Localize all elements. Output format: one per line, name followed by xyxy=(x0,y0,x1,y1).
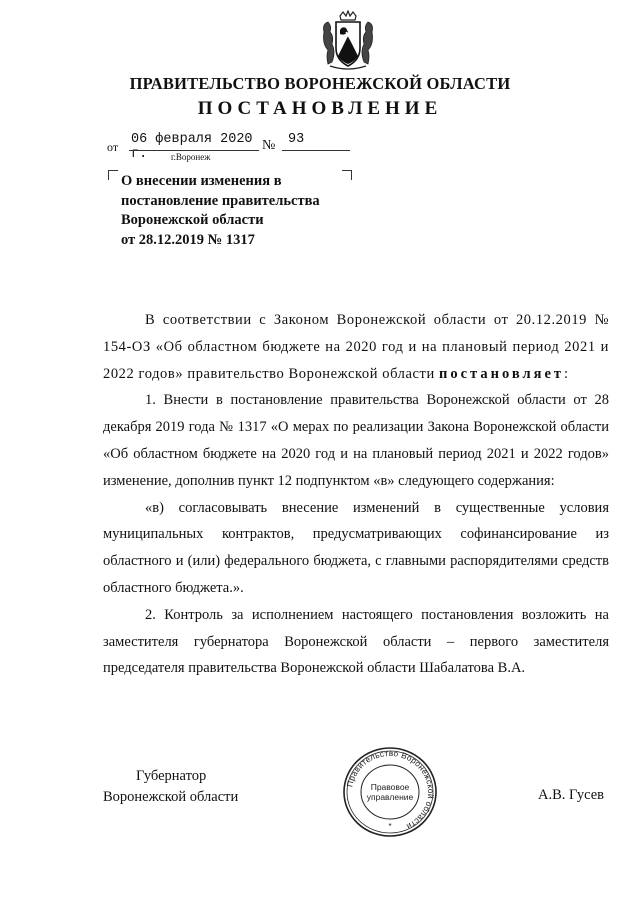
body-intro-paragraph xyxy=(103,307,609,387)
subject-line: от 28.12.2019 № 1317 xyxy=(121,231,255,248)
signatory-position-line-2: Воронежской области xyxy=(103,789,239,805)
number-underline xyxy=(282,150,350,151)
signatory-position-line-1: Губернатор xyxy=(136,768,207,784)
signatory-position xyxy=(103,766,238,808)
city-label: г.Воронеж xyxy=(171,152,211,162)
intro-colon: : xyxy=(564,365,569,382)
signatory-name: А.В. Гусев xyxy=(538,787,604,803)
coat-of-arms-icon xyxy=(318,10,378,72)
body-item-1: 1. Внести в постановление правительства Воронежской области от 28 декабря 2019 года № 1317 «О мерах по реализации Закона Воронежской области «Об областном бюджете на 2020 год и на плановый период 2021 и 2022 годов» изменение, дополнив пункт 12 подпунктом «в» следующего содержания: xyxy=(103,392,609,489)
document-body xyxy=(103,307,609,682)
number-label: № xyxy=(262,138,276,153)
document-type: ПОСТАНОВЛЕНИЕ xyxy=(197,98,443,119)
government-title: ПРАВИТЕЛЬСТВО ВОРОНЕЖСКОЙ ОБЛАСТИ xyxy=(129,74,511,93)
document-date: 06 февраля 2020 г. xyxy=(131,132,253,162)
official-stamp-icon xyxy=(342,746,438,838)
subject-bracket-right xyxy=(342,170,352,180)
seal-outer-text: Правительство Воронежской области xyxy=(345,748,436,832)
intro-text: В соответствии с Законом Воронежской области от 20.12.2019 № 154-ОЗ «Об областном бюджете на 2020 год и на плановый период 2021 и 2022 годов» правительство Воронежской области xyxy=(103,312,609,382)
postanovlyaet-word: постановляет xyxy=(439,365,565,382)
date-prefix-label: от xyxy=(107,140,119,154)
subject-line: Воронежской области xyxy=(121,212,264,228)
document-number: 93 xyxy=(288,132,305,147)
body-item-1-quote: «в) согласовывать внесение изменений в существенные условия муниципальных контрактов, предусматривающих софинансирование из областного и (или) федерального бюджета, с главными распорядителями средств областного бюджета.». xyxy=(103,499,609,596)
subject-line: постановление правительства xyxy=(121,192,320,209)
seal-inner-line-2: управление xyxy=(366,792,414,802)
body-item-2: 2. Контроль за исполнением настоящего постановления возложить на заместителя губернатора Воронежской области – первого заместителя председателя правительства Воронежской области Шабалатова В.А. xyxy=(103,606,609,677)
date-underline xyxy=(129,150,259,151)
seal-inner-line-1: Правовое xyxy=(370,782,410,792)
subject-bracket-left xyxy=(108,170,118,180)
seal-star: * xyxy=(388,822,392,831)
document-subject xyxy=(121,172,320,250)
subject-line: О внесении изменения в xyxy=(121,173,282,189)
